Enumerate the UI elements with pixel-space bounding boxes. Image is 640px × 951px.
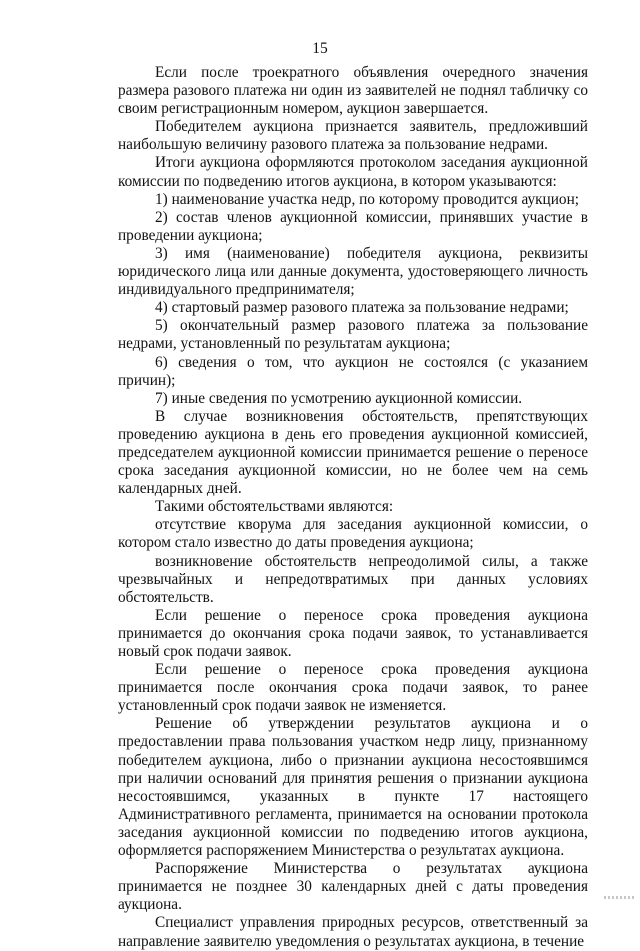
paragraph: В случае возникновения обстоятельств, препятствующих проведению аукциона в день его проведения аукционной комиссией, председателем аукционной комиссии принимается решение о переносе срока заседания аукционной комиссии, но не более чем на семь календарных дней. bbox=[118, 407, 588, 498]
list-item: возникновение обстоятельств непреодолимой силы, а также чрезвычайных и непредотвратимых при данных условиях обстоятельств. bbox=[118, 552, 588, 606]
list-item: 1) наименование участка недр, по которому проводится аукцион; bbox=[155, 190, 580, 208]
list-item: 3) имя (наименование) победителя аукциона, реквизиты юридического лица или данные документа, удостоверяющего личность индивидуального предпринимателя; bbox=[118, 244, 588, 299]
paragraph: Специалист управления природных ресурсов, ответственный за направление заявителю уведомления о результатах аукциона, в течение bbox=[118, 914, 588, 950]
list-item: 5) окончательный размер разового платежа за пользование недрами, установленный по результатам аукциона; bbox=[118, 317, 588, 353]
scan-artifact bbox=[604, 896, 634, 899]
list-item: 4) стартовый размер разового платежа за пользование недрами; bbox=[155, 299, 569, 317]
document-body bbox=[118, 64, 588, 951]
paragraph: Распоряжение Министерства о результатах аукциона принимается не позднее 30 календарных дней с даты проведения аукциона. bbox=[118, 860, 588, 914]
list-item: 7) иные сведения по усмотрению аукционной комиссии. bbox=[155, 389, 523, 407]
paragraph: Если после троекратного объявления очередного значения размера разового платежа ни один из заявителей не поднял табличку со своим регистрационным номером, аукцион завершается. bbox=[118, 64, 588, 118]
paragraph: Если решение о переносе срока проведения аукциона принимается после окончания срока подачи заявок, то ранее установленный срок подачи заявок не изменяется. bbox=[118, 661, 588, 715]
page-number: 15 bbox=[312, 40, 328, 57]
paragraph: Если решение о переносе срока проведения аукциона принимается до окончания срока подачи заявок, то устанавливается новый срок подачи заявок. bbox=[118, 606, 588, 660]
paragraph: Решение об утверждении результатов аукциона и о предоставлении права пользования участком недр лицу, признанному победителем аукциона, либо о признании аукциона несостоявшимся при наличии оснований для принятия решения о признании аукциона несостоявшимся, указанных в пункте 17 настоящего Административного регламента, принимается на основании протокола заседания аукционной комиссии по подведению итогов аукциона, оформляется распоряжением Министерства о результатах аукциона. bbox=[118, 715, 588, 860]
list-item: 6) сведения о том, что аукцион не состоялся (с указанием причин); bbox=[118, 353, 588, 389]
paragraph: Победителем аукциона признается заявитель, предложивший наибольшую величину разового платежа за пользование недрами. bbox=[118, 118, 588, 154]
paragraph: Итоги аукциона оформляются протоколом заседания аукционной комиссии по подведению итогов аукциона, в котором указываются: bbox=[118, 154, 588, 190]
paragraph: Такими обстоятельствами являются: bbox=[155, 498, 394, 516]
list-item: отсутствие кворума для заседания аукционной комиссии, о котором стало известно до даты проведения аукциона; bbox=[118, 516, 588, 552]
list-item: 2) состав членов аукционной комиссии, принявших участие в проведении аукциона; bbox=[118, 208, 588, 244]
